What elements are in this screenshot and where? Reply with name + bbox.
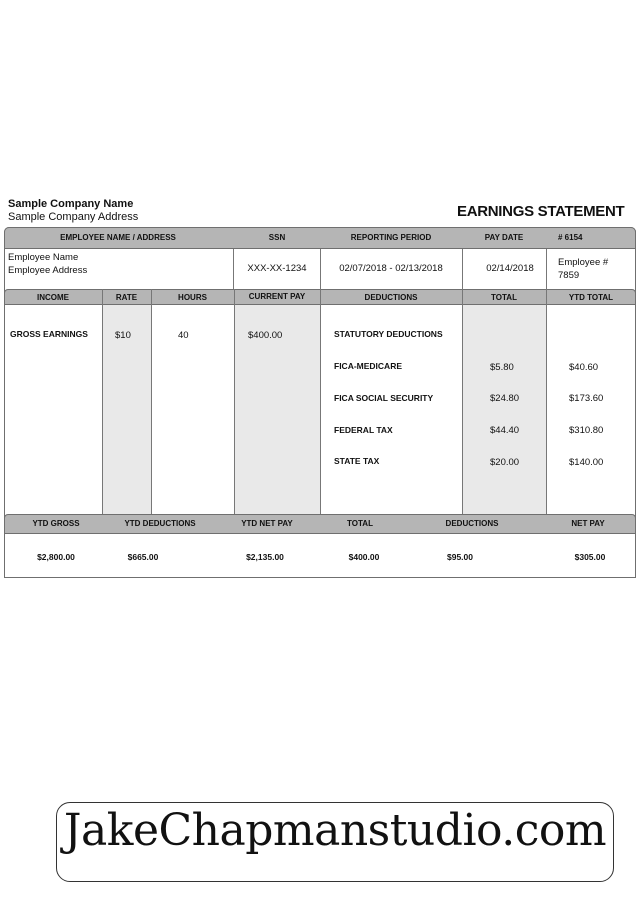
pay-date-value: 02/14/2018 [486,263,534,274]
deduction-label: FEDERAL TAX [334,425,393,435]
deduction-total: $44.40 [490,425,520,436]
gross-hours: 40 [178,330,189,341]
summary-label-ytd-deductions: YTD DEDUCTIONS [124,519,196,528]
check-number: # 6154 [558,233,583,242]
deduction-ytd: $310.80 [569,425,604,436]
gross-current-pay: $400.00 [248,330,283,341]
summary-value-deductions: $95.00 [447,552,473,562]
divider [233,249,234,289]
summary-label-ytd-gross: YTD GROSS [32,519,80,528]
deduction-total: $5.80 [490,362,514,373]
gross-earnings-label: GROSS EARNINGS [10,329,88,339]
column-hours: HOURS [178,293,207,302]
ssn-value: XXX-XX-1234 [247,263,307,274]
divider [151,289,152,514]
divider [462,289,463,514]
deduction-label: STATE TAX [334,456,380,466]
column-income: INCOME [37,293,69,302]
summary-label-net-pay: NET PAY [571,519,605,528]
summary-value-ytd-gross: $2,800.00 [37,552,75,562]
column-deductions: DEDUCTIONS [364,293,418,302]
watermark-text: JakeChapmanstudio.com [63,805,607,856]
summary-value-net-pay: $305.00 [574,552,606,562]
company-address: Sample Company Address [8,211,139,223]
total-column-shade [462,305,546,514]
deduction-total: $20.00 [490,457,520,468]
deduction-ytd: $173.60 [569,393,604,404]
summary-label-deductions: DEDUCTIONS [445,519,499,528]
reporting-period-value: 02/07/2018 - 02/13/2018 [339,263,443,274]
divider [102,289,103,514]
column-ytd-total: YTD TOTAL [568,293,614,302]
column-current-pay: CURRENT PAY [248,292,306,301]
employee-name: Employee Name [8,252,79,263]
summary-label-total: TOTAL [347,519,373,528]
divider [546,249,547,289]
column-total: TOTAL [491,293,517,302]
company-name: Sample Company Name [8,198,134,210]
deduction-total: $24.80 [490,393,520,404]
column-rate: RATE [115,293,138,302]
divider [546,289,547,514]
divider [320,249,321,289]
deduction-label: FICA-MEDICARE [334,361,402,371]
summary-value-ytd-net-pay: $2,135.00 [246,552,284,562]
earnings-statement [4,227,636,578]
deduction-label: FICA SOCIAL SECURITY [334,393,434,403]
employee-address: Employee Address [8,265,88,276]
employee-number-label: Employee # [558,257,609,268]
divider [462,249,463,289]
label-employee-name-address: EMPLOYEE NAME / ADDRESS [60,233,176,242]
summary-value-total: $400.00 [348,552,380,562]
document-title: EARNINGS STATEMENT [457,203,625,220]
divider [320,289,321,514]
summary-label-ytd-net-pay: YTD NET PAY [241,519,293,528]
divider [234,289,235,514]
gross-rate: $10 [115,330,131,341]
deduction-ytd: $140.00 [569,457,604,468]
deduction-ytd: $40.60 [569,362,599,373]
label-reporting-period: REPORTING PERIOD [350,233,432,242]
label-ssn: SSN [268,233,286,242]
statutory-deductions-label: STATUTORY DEDUCTIONS [334,329,443,339]
summary-value-ytd-deductions: $665.00 [127,552,159,562]
employee-number-value: 7859 [558,270,580,281]
label-pay-date: PAY DATE [484,233,524,242]
